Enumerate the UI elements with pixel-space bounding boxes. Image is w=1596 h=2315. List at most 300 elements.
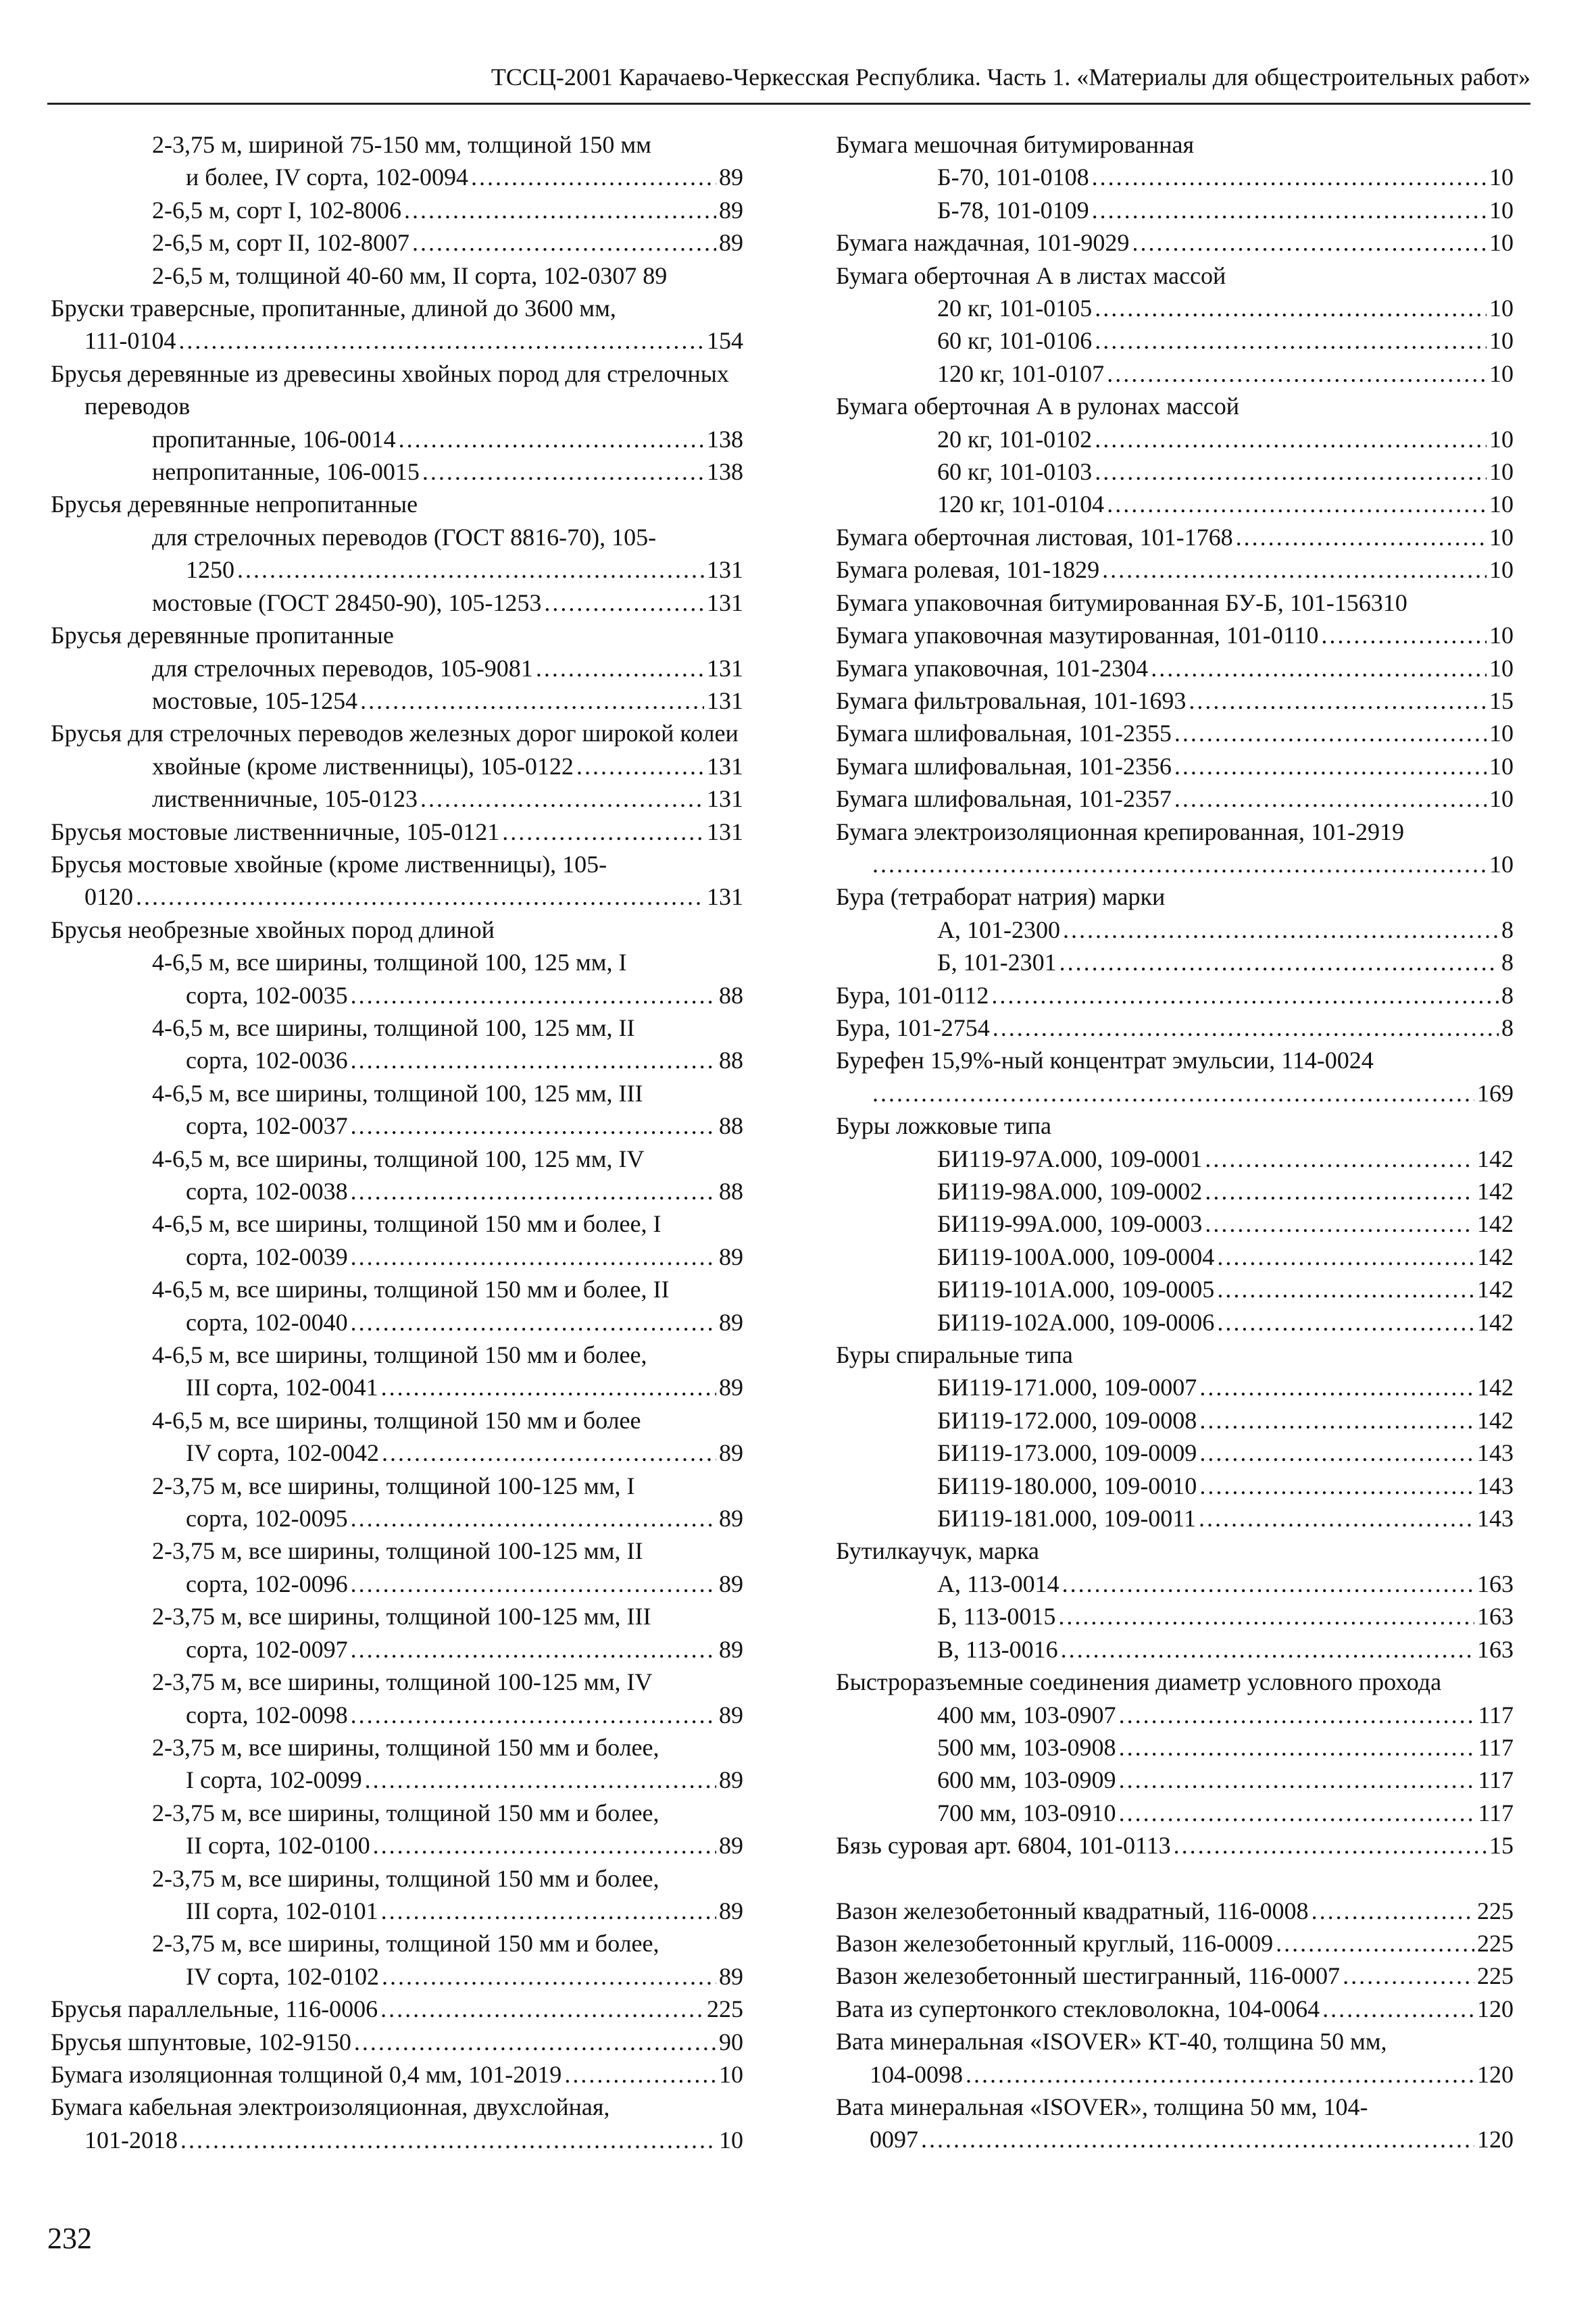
dot-leader xyxy=(1205,1208,1474,1240)
dot-leader xyxy=(502,816,704,848)
entry-text: Бура, 101-0112 xyxy=(836,981,989,1009)
entry-page: 117 xyxy=(1478,1799,1514,1826)
index-entry xyxy=(836,1699,1514,1731)
dot-leader xyxy=(1092,194,1487,226)
entry-page: 10 xyxy=(1489,523,1514,551)
index-entry xyxy=(836,521,1514,553)
entry-text: А, 101-2300 xyxy=(937,916,1060,943)
dot-leader xyxy=(1092,161,1487,193)
entry-continuation xyxy=(51,2124,743,2156)
entry-page: 10 xyxy=(1489,752,1514,780)
entry-page: 138 xyxy=(707,458,743,486)
dot-leader xyxy=(1132,226,1487,259)
entry-text-continued: и более, IV сорта, 102-0094 xyxy=(186,164,469,191)
entry-page: 142 xyxy=(1477,1145,1514,1172)
dot-leader xyxy=(966,2058,1474,2091)
index-heading: Быстроразъемные соединения диаметр условного прохода xyxy=(836,1668,1442,1696)
index-heading: Буры ложковые типа xyxy=(836,1112,1051,1140)
entry-text: 4-6,5 м, все ширины, толщиной 100, 125 мм, III xyxy=(152,1079,643,1107)
index-column-left xyxy=(51,128,743,2156)
entry-text: БИ119-97А.000, 109-0001 xyxy=(937,1145,1203,1172)
entry-page: 89 xyxy=(719,1439,743,1467)
index-entry xyxy=(51,1339,743,1404)
entry-text: 2-3,75 м, все ширины, толщиной 100-125 мм, IV xyxy=(152,1668,653,1696)
entry-page: 89 xyxy=(719,1505,743,1533)
entry-page: 131 xyxy=(707,883,743,911)
entry-page: 88 xyxy=(719,1178,743,1205)
index-entry: 2-6,5 м, толщиной 40-60 мм, II сорта, 102-0307 89 xyxy=(152,262,668,289)
index-entry xyxy=(836,1764,1514,1796)
index-entry xyxy=(836,161,1514,193)
entry-text: Бумага шлифовальная, 101-2357 xyxy=(836,785,1172,813)
entry-page: 10 xyxy=(1489,229,1514,257)
index-heading: Бумага оберточная А в листах массой xyxy=(836,262,1226,289)
entry-page: 142 xyxy=(1477,1308,1514,1336)
index-entry xyxy=(51,587,743,619)
entry-page: 169 xyxy=(1477,1079,1514,1107)
entry-text: 2-3,75 м, все ширины, толщиной 150 мм и более, xyxy=(152,1930,659,1958)
entry-text-continued: сорта, 102-0096 xyxy=(186,1570,348,1597)
entry-page: 90 xyxy=(719,2028,743,2056)
dot-leader xyxy=(351,1568,716,1600)
entry-page: 8 xyxy=(1501,981,1514,1009)
index-entry xyxy=(51,1143,743,1208)
index-entry xyxy=(836,619,1514,651)
index-entry xyxy=(836,1273,1514,1305)
entry-text: Бумага шлифовальная, 101-2356 xyxy=(836,752,1172,780)
entry-text: 4-6,5 м, все ширины, толщиной 150 мм и более, II xyxy=(152,1276,670,1303)
entry-text: 20 кг, 101-0102 xyxy=(937,425,1093,453)
entry-text: БИ119-99А.000, 109-0003 xyxy=(937,1210,1203,1238)
entry-page: 225 xyxy=(707,1995,743,2023)
entry-text: Б-70, 101-0108 xyxy=(937,164,1089,191)
index-entry xyxy=(51,128,743,194)
index-entry xyxy=(836,717,1514,749)
entry-page: 131 xyxy=(707,654,743,682)
index-entry xyxy=(836,324,1514,357)
index-entry xyxy=(836,1012,1514,1044)
entry-continuation xyxy=(152,553,743,586)
entry-text-continued: 0120 xyxy=(84,883,133,911)
entry-text: Бумага наждачная, 101-9029 xyxy=(836,229,1130,257)
entry-text: БИ119-172.000, 109-0008 xyxy=(937,1406,1197,1434)
entry-text: 2-6,5 м, сорт I, 102-8006 xyxy=(152,196,401,224)
entry-page: 10 xyxy=(719,2126,743,2154)
index-entry xyxy=(51,1012,743,1077)
entry-page: 154 xyxy=(707,327,743,355)
entry-text: Вата из супертонкого стекловолокна, 104-0064 xyxy=(836,1995,1320,2022)
entry-text: Брусья шпунтовые, 102-9150 xyxy=(51,2028,351,2056)
index-entry xyxy=(836,1731,1514,1764)
entry-continuation xyxy=(152,1044,743,1076)
dot-leader xyxy=(1095,455,1487,488)
entry-page: 10 xyxy=(1489,164,1514,191)
entry-page: 225 xyxy=(1477,1929,1514,1957)
entry-continuation xyxy=(152,1960,743,1993)
entry-page: 142 xyxy=(1477,1406,1514,1434)
dot-leader xyxy=(1061,1633,1474,1666)
entry-page: 131 xyxy=(707,785,743,813)
entry-text: Брусья параллельные, 116-0006 xyxy=(51,1995,378,2023)
entry-text: Бумага электроизоляционная крепированная, 101-2919 xyxy=(836,818,1404,845)
entry-text: 2-3,75 м, все ширины, толщиной 100-125 мм, III xyxy=(152,1603,651,1631)
dot-leader xyxy=(382,1960,716,1993)
index-entry xyxy=(836,2025,1514,2091)
index-entry xyxy=(836,2091,1514,2156)
entry-page: 10 xyxy=(1489,327,1514,355)
dot-leader xyxy=(991,979,1499,1012)
entry-text: БИ119-180.000, 109-0010 xyxy=(937,1472,1197,1499)
entry-text: Бязь суровая арт. 6804, 101-0113 xyxy=(836,1832,1171,1860)
dot-leader xyxy=(351,1633,716,1666)
entry-text: Б, 113-0015 xyxy=(937,1603,1056,1631)
dot-leader xyxy=(993,1012,1499,1044)
dot-leader xyxy=(1119,1764,1476,1796)
section-gap xyxy=(836,1862,1514,1895)
dot-leader xyxy=(1321,619,1487,651)
dot-leader xyxy=(1174,750,1487,782)
index-entry xyxy=(836,1437,1514,1469)
entry-page: 89 xyxy=(719,229,743,257)
entry-page: 117 xyxy=(1478,1733,1514,1761)
index-entry xyxy=(836,1175,1514,1208)
index-entry xyxy=(836,1568,1514,1600)
dot-leader xyxy=(1217,1241,1474,1273)
entry-text: 4-6,5 м, все ширины, толщиной 150 мм и более, I xyxy=(152,1210,662,1238)
dot-leader xyxy=(351,1044,716,1076)
entry-page: 225 xyxy=(1477,1897,1514,1924)
entry-continuation xyxy=(51,324,743,357)
entry-text: Вата минеральная «ISOVER» КТ-40, толщина 50 мм, xyxy=(836,2028,1387,2056)
entry-page: 10 xyxy=(719,2060,743,2088)
dot-leader xyxy=(1276,1927,1474,1960)
entry-page: 88 xyxy=(719,1112,743,1140)
dot-leader xyxy=(1322,1993,1474,2025)
entry-page: 163 xyxy=(1477,1603,1514,1631)
entry-continuation xyxy=(152,1371,743,1403)
entry-text: пропитанные, 106-0014 xyxy=(152,425,396,453)
entry-text: Бумага кабельная электроизоляционная, двухслойная, xyxy=(51,2093,610,2121)
entry-text: 500 мм, 103-0908 xyxy=(937,1733,1116,1761)
entry-text-continued: сорта, 102-0038 xyxy=(186,1178,348,1205)
entry-page: 10 xyxy=(1489,622,1514,649)
index-entry xyxy=(836,1960,1514,1992)
dot-leader xyxy=(1063,914,1499,946)
entry-text: 2-3,75 м, все ширины, толщиной 100-125 мм, II xyxy=(152,1537,643,1565)
dot-leader xyxy=(351,1175,716,1208)
index-entry xyxy=(836,553,1514,586)
entry-continuation xyxy=(152,1699,743,1731)
dot-leader xyxy=(1174,782,1487,815)
entry-text: БИ119-181.000, 109-0011 xyxy=(937,1505,1196,1533)
entry-text: Бумага ролевая, 101-1829 xyxy=(836,556,1100,584)
entry-continuation xyxy=(51,880,743,913)
index-entry xyxy=(51,1404,743,1470)
entry-page: 89 xyxy=(719,1962,743,1990)
dot-leader xyxy=(1217,1306,1474,1339)
entry-page: 89 xyxy=(719,1635,743,1663)
entry-text-continued: II сорта, 102-0100 xyxy=(186,1832,370,1860)
entry-text: непропитанные, 106-0015 xyxy=(152,458,420,486)
dot-leader xyxy=(1199,1502,1474,1535)
entry-page: 89 xyxy=(719,1570,743,1597)
entry-text: 400 мм, 103-0907 xyxy=(937,1701,1116,1728)
dot-leader xyxy=(1059,946,1499,978)
dot-leader xyxy=(1199,1371,1474,1403)
entry-text: хвойные (кроме лиственницы), 105-0122 xyxy=(152,752,574,780)
entry-text: БИ119-173.000, 109-0009 xyxy=(937,1439,1197,1467)
entry-page: 10 xyxy=(1489,295,1514,322)
entry-text: Брусья мостовые хвойные (кроме лиственницы), 105- xyxy=(51,850,607,878)
entry-text: 600 мм, 103-0909 xyxy=(937,1766,1116,1794)
entry-text: Бумага оберточная листовая, 101-1768 xyxy=(836,523,1233,551)
entry-continuation xyxy=(152,1829,743,1862)
index-entry xyxy=(836,1829,1514,1862)
entry-page: 131 xyxy=(707,818,743,845)
entry-page: 138 xyxy=(707,425,743,453)
index-entry xyxy=(51,1731,743,1797)
entry-page: 131 xyxy=(707,556,743,584)
entry-text-continued: сорта, 102-0037 xyxy=(186,1112,348,1140)
dot-leader xyxy=(404,194,716,226)
entry-text-continued: 101-2018 xyxy=(84,2126,178,2154)
dot-leader xyxy=(921,2123,1474,2156)
index-entry xyxy=(836,1502,1514,1535)
entry-page: 10 xyxy=(1489,491,1514,518)
index-entry xyxy=(51,1862,743,1928)
dot-leader xyxy=(1058,1600,1474,1633)
entry-text: для стрелочных переводов (ГОСТ 8816-70), 105- xyxy=(152,523,657,551)
entry-page: 142 xyxy=(1477,1276,1514,1303)
dot-leader xyxy=(351,979,716,1012)
entry-page: 89 xyxy=(719,1374,743,1401)
index-entry xyxy=(836,946,1514,978)
entry-page: 89 xyxy=(719,1766,743,1794)
index-entry xyxy=(836,1633,1514,1666)
entry-text: Б-78, 101-0109 xyxy=(937,196,1089,224)
index-entry xyxy=(836,1208,1514,1240)
entry-continuation xyxy=(836,2123,1514,2156)
entry-text: Бумага упаковочная мазутированная, 101-0110 xyxy=(836,622,1319,649)
entry-text: 120 кг, 101-0107 xyxy=(937,359,1105,387)
index-entry xyxy=(836,816,1514,881)
index-entry xyxy=(51,2091,743,2156)
dot-leader xyxy=(544,587,704,619)
dot-leader xyxy=(1119,1797,1476,1829)
entry-continuation xyxy=(152,1306,743,1339)
entry-text-continued: сорта, 102-0039 xyxy=(186,1243,348,1270)
dot-leader xyxy=(1205,1175,1474,1208)
index-entry xyxy=(836,1143,1514,1175)
entry-text-continued: 0097 xyxy=(870,2126,918,2154)
entry-page: 8 xyxy=(1501,949,1514,976)
dot-leader xyxy=(1095,423,1487,455)
entry-continuation xyxy=(836,2058,1514,2091)
entry-page: 142 xyxy=(1477,1243,1514,1270)
entry-text: А, 113-0014 xyxy=(937,1570,1059,1597)
entry-text: БИ119-102А.000, 109-0006 xyxy=(937,1308,1215,1336)
entry-continuation xyxy=(152,1437,743,1469)
dot-leader xyxy=(1095,292,1487,324)
entry-text: 4-6,5 м, все ширины, толщиной 150 мм и более, xyxy=(152,1341,647,1369)
entry-page: 163 xyxy=(1477,1635,1514,1663)
entry-page: 89 xyxy=(719,1308,743,1336)
index-entry xyxy=(51,292,743,357)
entry-page: 142 xyxy=(1477,1210,1514,1238)
entry-continuation xyxy=(152,1568,743,1600)
entry-page: 225 xyxy=(1477,1962,1514,1990)
entry-text-continued: сорта, 102-0095 xyxy=(186,1505,348,1533)
entry-page: 131 xyxy=(707,687,743,714)
entry-page: 15 xyxy=(1489,1832,1514,1860)
index-entry xyxy=(836,1044,1514,1110)
entry-page: 88 xyxy=(719,981,743,1009)
entry-text: В, 113-0016 xyxy=(937,1635,1058,1663)
dot-leader xyxy=(1205,1143,1474,1175)
entry-continuation xyxy=(152,979,743,1012)
entry-text: 20 кг, 101-0105 xyxy=(937,295,1093,322)
entry-page: 143 xyxy=(1477,1472,1514,1499)
entry-page: 120 xyxy=(1477,2126,1514,2154)
dot-leader xyxy=(1174,1829,1487,1862)
dot-leader xyxy=(365,1764,716,1796)
entry-text: Бумага упаковочная, 101-2304 xyxy=(836,654,1149,682)
entry-page: 10 xyxy=(1489,359,1514,387)
dot-leader xyxy=(354,2026,716,2058)
index-entry xyxy=(836,1895,1514,1927)
index-entry xyxy=(836,684,1514,717)
index-entry xyxy=(51,816,743,848)
entry-page: 163 xyxy=(1477,1570,1514,1597)
dot-leader xyxy=(1199,1404,1474,1437)
entry-text: Бурефен 15,9%-ный концентрат эмульсии, 114-0024 xyxy=(836,1047,1374,1074)
index-entry xyxy=(51,1535,743,1600)
entry-text-continued: сорта, 102-0035 xyxy=(186,981,348,1009)
dot-leader xyxy=(872,1077,1474,1110)
dot-leader xyxy=(564,2058,716,2091)
entry-text: Бумага шлифовальная, 101-2355 xyxy=(836,720,1172,747)
dot-leader xyxy=(1062,1568,1474,1600)
dot-leader xyxy=(360,684,704,717)
index-entry xyxy=(836,194,1514,226)
dot-leader xyxy=(1174,717,1487,749)
dot-leader xyxy=(1312,1895,1474,1927)
entry-page: 15 xyxy=(1489,687,1514,714)
dot-leader xyxy=(373,1829,716,1862)
entry-text-continued: сорта, 102-0040 xyxy=(186,1308,348,1336)
index-entry xyxy=(51,1927,743,1993)
index-entry xyxy=(51,194,743,226)
index-entry xyxy=(51,1666,743,1731)
index-entry xyxy=(51,455,743,488)
index-entry xyxy=(836,1927,1514,1960)
dot-leader xyxy=(536,652,704,684)
entry-text: Вазон железобетонный шестигранный, 116-0007 xyxy=(836,1962,1341,1990)
index-entry xyxy=(836,357,1514,390)
entry-page: 143 xyxy=(1477,1505,1514,1533)
entry-continuation xyxy=(152,1895,743,1927)
entry-text: для стрелочных переводов, 105-9081 xyxy=(152,654,533,682)
entry-continuation xyxy=(836,848,1514,880)
index-entry xyxy=(51,1208,743,1273)
dot-leader xyxy=(1119,1731,1476,1764)
dot-leader xyxy=(382,1437,716,1469)
entry-text: 2-3,75 м, все ширины, толщиной 150 мм и более, xyxy=(152,1799,659,1826)
entry-page: 10 xyxy=(1489,720,1514,747)
index-heading: Буры спиральные типа xyxy=(836,1341,1073,1369)
index-entry xyxy=(51,1600,743,1666)
entry-text: 2-3,75 м, все ширины, толщиной 150 мм и более, xyxy=(152,1733,659,1761)
entry-text: 60 кг, 101-0106 xyxy=(937,327,1093,355)
entry-text: 2-3,75 м, шириной 75-150 мм, толщиной 150 мм xyxy=(152,131,651,158)
entry-page: 10 xyxy=(1489,556,1514,584)
entry-page: 8 xyxy=(1501,916,1514,943)
entry-text: мостовые (ГОСТ 28450-90), 105-1253 xyxy=(152,589,542,616)
dot-leader xyxy=(351,1306,716,1339)
dot-leader xyxy=(872,848,1487,880)
dot-leader xyxy=(471,161,716,193)
entry-text: лиственничные, 105-0123 xyxy=(152,785,418,813)
entry-text-continued: сорта, 102-0036 xyxy=(186,1047,348,1074)
entry-page: 89 xyxy=(719,1701,743,1728)
index-entry xyxy=(836,652,1514,684)
index-entry xyxy=(836,226,1514,259)
dot-leader xyxy=(180,2124,716,2156)
dot-leader xyxy=(1236,521,1487,553)
index-entry xyxy=(51,782,743,815)
index-entry xyxy=(836,488,1514,520)
entry-text: Бумага фильтровальная, 101-1693 xyxy=(836,687,1187,714)
dot-leader xyxy=(1102,553,1487,586)
entry-text-continued: 1250 xyxy=(186,556,234,584)
entry-page: 89 xyxy=(719,196,743,224)
index-entry xyxy=(51,2026,743,2058)
entry-page: 120 xyxy=(1477,2060,1514,2088)
index-entry xyxy=(51,1993,743,2025)
entry-text: 2-3,75 м, все ширины, толщиной 150 мм и более, xyxy=(152,1864,659,1892)
dot-leader xyxy=(381,1371,716,1403)
index-entry xyxy=(51,423,743,455)
entry-page: 143 xyxy=(1477,1439,1514,1467)
entry-text: 2-3,75 м, все ширины, толщиной 100-125 мм, I xyxy=(152,1472,635,1499)
entry-text: 700 мм, 103-0910 xyxy=(937,1799,1116,1826)
index-entry xyxy=(836,1993,1514,2025)
entry-page: 89 xyxy=(719,1243,743,1270)
entry-continuation xyxy=(152,1175,743,1208)
dot-leader xyxy=(399,423,704,455)
entry-text: 60 кг, 101-0103 xyxy=(937,458,1093,486)
entry-text: Б, 101-2301 xyxy=(937,949,1057,976)
index-entry xyxy=(836,1600,1514,1633)
entry-continuation xyxy=(836,1077,1514,1110)
index-entry xyxy=(836,1371,1514,1403)
entry-text: Бура, 101-2754 xyxy=(836,1014,990,1041)
entry-text: 4-6,5 м, все ширины, толщиной 100, 125 мм, IV xyxy=(152,1145,645,1172)
dot-leader xyxy=(1107,488,1487,520)
entry-continuation xyxy=(152,1502,743,1535)
index-entry xyxy=(51,1797,743,1862)
dot-leader xyxy=(381,1895,716,1927)
index-entry xyxy=(836,1306,1514,1339)
entry-text-continued: IV сорта, 102-0102 xyxy=(186,1962,379,1990)
entry-page: 89 xyxy=(719,1897,743,1924)
index-entry xyxy=(51,750,743,782)
dot-leader xyxy=(1199,1470,1474,1502)
dot-leader xyxy=(380,1993,704,2025)
index-heading: Бумага мешочная битумированная xyxy=(836,131,1194,158)
entry-text: Вазон железобетонный квадратный, 116-0008 xyxy=(836,1897,1309,1924)
entry-page: 10 xyxy=(1489,654,1514,682)
